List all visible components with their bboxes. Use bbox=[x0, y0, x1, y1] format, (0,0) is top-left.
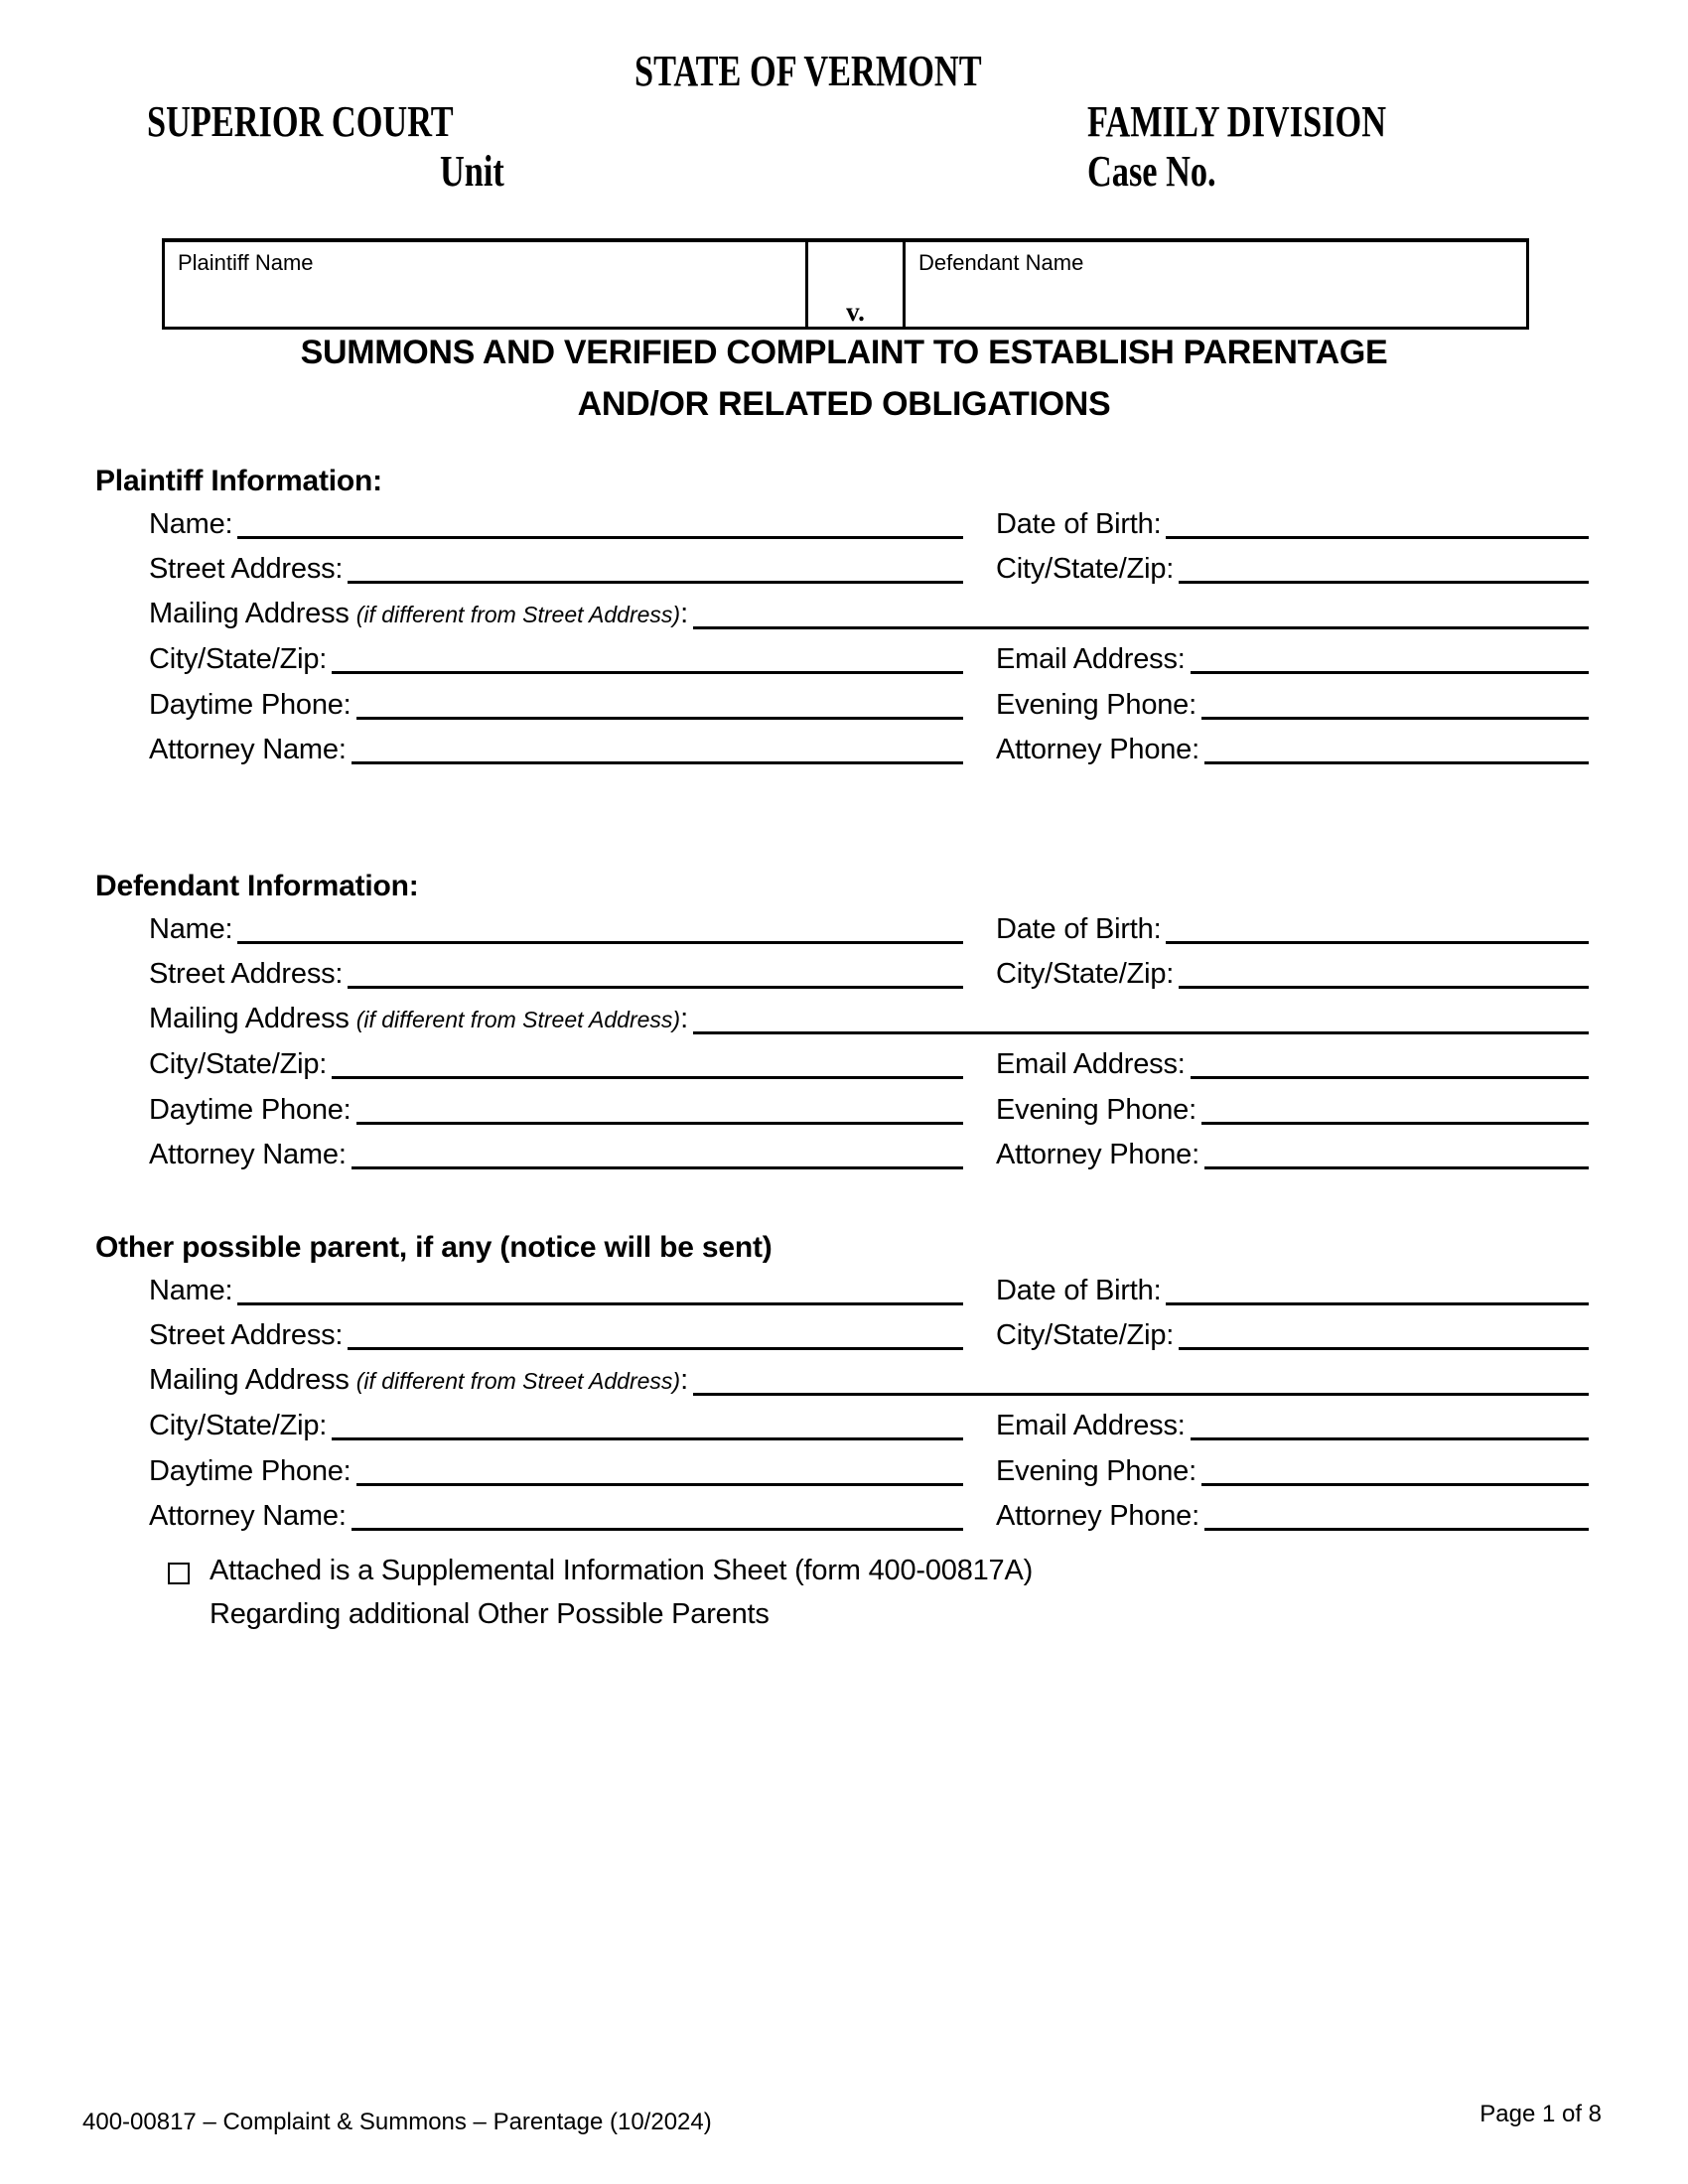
dob-label: Date of Birth: bbox=[996, 912, 1162, 945]
city-state-zip-group bbox=[996, 542, 1589, 588]
versus-label: v. bbox=[846, 297, 865, 327]
form-row bbox=[149, 1308, 1589, 1354]
plaintiff-name-label: Plaintiff Name bbox=[178, 250, 314, 275]
form-row bbox=[149, 632, 1589, 678]
form-row bbox=[149, 1037, 1589, 1083]
attorney-name-label: Attorney Name: bbox=[149, 1500, 347, 1532]
state-title-text: STATE OF VERMONT bbox=[634, 47, 982, 95]
form-row bbox=[149, 587, 1589, 632]
mailing-address-label: Mailing Address (if different from Street Address): bbox=[149, 1363, 688, 1396]
superior-court-title bbox=[147, 97, 540, 146]
dob-label: Date of Birth: bbox=[996, 1274, 1162, 1306]
dob-group bbox=[996, 496, 1589, 542]
mailing-address-group bbox=[149, 1353, 1589, 1399]
supplemental-sheet-block bbox=[168, 1549, 1033, 1636]
dob-field[interactable] bbox=[1166, 941, 1589, 944]
footer-form-number: 400-00817 – Complaint & Summons – Parentage (10/2024) bbox=[82, 2109, 712, 2135]
attorney-name-field[interactable] bbox=[352, 761, 963, 764]
form-row bbox=[149, 947, 1589, 993]
attorney-phone-field[interactable] bbox=[1204, 761, 1589, 764]
attorney-phone-group bbox=[996, 1489, 1589, 1535]
city-state-zip-field[interactable] bbox=[1179, 986, 1589, 989]
name-group bbox=[149, 901, 963, 947]
attorney-phone-field[interactable] bbox=[1204, 1166, 1589, 1169]
evening-phone-field[interactable] bbox=[1201, 1483, 1589, 1486]
attorney-phone-label: Attorney Phone: bbox=[996, 1500, 1199, 1532]
superior-court-text: SUPERIOR COURT bbox=[147, 97, 454, 146]
street-address-label: Street Address: bbox=[149, 553, 344, 585]
form-row bbox=[149, 496, 1589, 542]
city-state-zip-group bbox=[996, 947, 1589, 993]
section-defendant-information bbox=[95, 872, 1589, 1172]
form-row bbox=[149, 1443, 1589, 1489]
section-rows bbox=[149, 1263, 1589, 1534]
mailing-address-note: (if different from Street Address) bbox=[355, 1367, 681, 1394]
evening-phone-group bbox=[996, 1082, 1589, 1128]
evening-phone-group bbox=[996, 1443, 1589, 1489]
versus-cell bbox=[808, 242, 906, 327]
name-label: Name: bbox=[149, 912, 233, 945]
city-state-zip2-label: City/State/Zip: bbox=[149, 1048, 328, 1080]
mailing-address-group bbox=[149, 587, 1589, 632]
evening-phone-field[interactable] bbox=[1201, 1122, 1589, 1125]
form-row bbox=[149, 992, 1589, 1037]
attorney-name-field[interactable] bbox=[352, 1166, 963, 1169]
street-address-field[interactable] bbox=[348, 581, 963, 584]
section-other-possible-parent bbox=[95, 1233, 1589, 1534]
street-address-label: Street Address: bbox=[149, 958, 344, 990]
section-rows bbox=[149, 901, 1589, 1172]
defendant-name-cell[interactable] bbox=[906, 242, 1526, 327]
section-heading: Other possible parent, if any (notice will be sent) bbox=[95, 1231, 773, 1264]
street-address-group bbox=[149, 542, 963, 588]
mailing-address-field[interactable] bbox=[693, 626, 1589, 629]
name-label: Name: bbox=[149, 507, 233, 540]
dob-group bbox=[996, 901, 1589, 947]
mailing-address-label: Mailing Address (if different from Street Address): bbox=[149, 1002, 688, 1034]
daytime-phone-field[interactable] bbox=[356, 1483, 963, 1486]
name-field[interactable] bbox=[237, 1302, 963, 1305]
name-group bbox=[149, 496, 963, 542]
daytime-phone-label: Daytime Phone: bbox=[149, 1093, 352, 1126]
dob-label: Date of Birth: bbox=[996, 507, 1162, 540]
street-address-field[interactable] bbox=[348, 986, 963, 989]
street-address-field[interactable] bbox=[348, 1347, 963, 1350]
city-state-zip2-group bbox=[149, 1037, 963, 1083]
dob-field[interactable] bbox=[1166, 536, 1589, 539]
mailing-address-note: (if different from Street Address) bbox=[355, 1006, 681, 1032]
city-state-zip-label: City/State/Zip: bbox=[996, 1319, 1175, 1351]
attorney-phone-label: Attorney Phone: bbox=[996, 734, 1199, 765]
section-plaintiff-information bbox=[95, 467, 1589, 767]
email-field[interactable] bbox=[1191, 1076, 1589, 1079]
street-address-group bbox=[149, 947, 963, 993]
attorney-name-group bbox=[149, 1489, 963, 1535]
mailing-address-field[interactable] bbox=[693, 1031, 1589, 1034]
dob-field[interactable] bbox=[1166, 1302, 1589, 1305]
name-group bbox=[149, 1263, 963, 1308]
city-state-zip2-field[interactable] bbox=[332, 1076, 963, 1079]
evening-phone-label: Evening Phone: bbox=[996, 1454, 1196, 1487]
name-field[interactable] bbox=[237, 941, 963, 944]
attorney-name-label: Attorney Name: bbox=[149, 1139, 347, 1170]
caption-box bbox=[162, 238, 1529, 330]
email-label: Email Address: bbox=[996, 1048, 1186, 1080]
daytime-phone-field[interactable] bbox=[356, 717, 963, 720]
form-row bbox=[149, 542, 1589, 588]
attorney-phone-label: Attorney Phone: bbox=[996, 1139, 1199, 1170]
attorney-name-field[interactable] bbox=[352, 1528, 963, 1531]
street-address-label: Street Address: bbox=[149, 1319, 344, 1351]
city-state-zip2-field[interactable] bbox=[332, 1437, 963, 1440]
mailing-address-group bbox=[149, 992, 1589, 1037]
daytime-phone-group bbox=[149, 1082, 963, 1128]
email-label: Email Address: bbox=[996, 1410, 1186, 1441]
evening-phone-label: Evening Phone: bbox=[996, 688, 1196, 721]
email-field[interactable] bbox=[1191, 1437, 1589, 1440]
mailing-address-label: Mailing Address (if different from Street Address): bbox=[149, 597, 688, 629]
city-state-zip-group bbox=[996, 1308, 1589, 1354]
evening-phone-group bbox=[996, 677, 1589, 723]
form-row bbox=[149, 1263, 1589, 1308]
defendant-name-label: Defendant Name bbox=[918, 250, 1084, 275]
attorney-phone-group bbox=[996, 723, 1589, 768]
daytime-phone-field[interactable] bbox=[356, 1122, 963, 1125]
supplemental-sheet-line1: Attached is a Supplemental Information Sheet (form 400-00817A) bbox=[210, 1555, 1034, 1586]
email-group bbox=[996, 1037, 1589, 1083]
section-heading: Defendant Information: bbox=[95, 870, 419, 902]
supplemental-sheet-text bbox=[210, 1549, 1033, 1636]
email-group bbox=[996, 1399, 1589, 1444]
city-state-zip2-field[interactable] bbox=[332, 671, 963, 674]
form-row bbox=[149, 723, 1589, 768]
form-row bbox=[149, 1128, 1589, 1173]
email-group bbox=[996, 632, 1589, 678]
form-row bbox=[149, 1082, 1589, 1128]
name-label: Name: bbox=[149, 1274, 233, 1306]
mailing-address-note: (if different from Street Address) bbox=[355, 601, 681, 627]
footer-page-number: Page 1 of 8 bbox=[1479, 2101, 1602, 2127]
city-state-zip2-label: City/State/Zip: bbox=[149, 1410, 328, 1441]
city-state-zip2-group bbox=[149, 632, 963, 678]
daytime-phone-group bbox=[149, 677, 963, 723]
city-state-zip2-group bbox=[149, 1399, 963, 1444]
city-state-zip2-label: City/State/Zip: bbox=[149, 643, 328, 675]
form-title-line1: SUMMONS AND VERIFIED COMPLAINT TO ESTABLISH PARENTAGE bbox=[300, 334, 1388, 371]
daytime-phone-label: Daytime Phone: bbox=[149, 1454, 352, 1487]
form-row bbox=[149, 901, 1589, 947]
daytime-phone-group bbox=[149, 1443, 963, 1489]
form-row bbox=[149, 1489, 1589, 1535]
evening-phone-label: Evening Phone: bbox=[996, 1093, 1196, 1126]
attorney-phone-field[interactable] bbox=[1204, 1528, 1589, 1531]
evening-phone-field[interactable] bbox=[1201, 717, 1589, 720]
form-title bbox=[0, 327, 1688, 430]
state-title bbox=[634, 47, 1079, 95]
plaintiff-name-cell[interactable] bbox=[165, 242, 808, 327]
city-state-zip-field[interactable] bbox=[1179, 1347, 1589, 1350]
unit-label-text: Unit bbox=[440, 147, 504, 196]
name-field[interactable] bbox=[237, 536, 963, 539]
city-state-zip-field[interactable] bbox=[1179, 581, 1589, 584]
attorney-phone-group bbox=[996, 1128, 1589, 1173]
email-field[interactable] bbox=[1191, 671, 1589, 674]
unit-label bbox=[440, 147, 522, 196]
city-state-zip-label: City/State/Zip: bbox=[996, 553, 1175, 585]
attorney-name-group bbox=[149, 723, 963, 768]
email-label: Email Address: bbox=[996, 643, 1186, 675]
supplemental-sheet-checkbox[interactable] bbox=[168, 1563, 190, 1584]
family-division-text: FAMILY DIVISION bbox=[1087, 97, 1386, 146]
form-title-line2: AND/OR RELATED OBLIGATIONS bbox=[577, 385, 1111, 423]
daytime-phone-label: Daytime Phone: bbox=[149, 688, 352, 721]
mailing-address-field[interactable] bbox=[693, 1393, 1589, 1396]
section-rows bbox=[149, 496, 1589, 767]
city-state-zip-label: City/State/Zip: bbox=[996, 958, 1175, 990]
attorney-name-group bbox=[149, 1128, 963, 1173]
form-row bbox=[149, 1399, 1589, 1444]
case-no-text: Case No. bbox=[1087, 147, 1216, 196]
attorney-name-label: Attorney Name: bbox=[149, 734, 347, 765]
street-address-group bbox=[149, 1308, 963, 1354]
section-heading: Plaintiff Information: bbox=[95, 465, 382, 497]
supplemental-sheet-line2: Regarding additional Other Possible Parents bbox=[210, 1598, 770, 1630]
dob-group bbox=[996, 1263, 1589, 1308]
form-row bbox=[149, 1353, 1589, 1399]
family-division-title bbox=[1087, 97, 1471, 146]
case-no-label bbox=[1087, 147, 1252, 196]
form-row bbox=[149, 677, 1589, 723]
